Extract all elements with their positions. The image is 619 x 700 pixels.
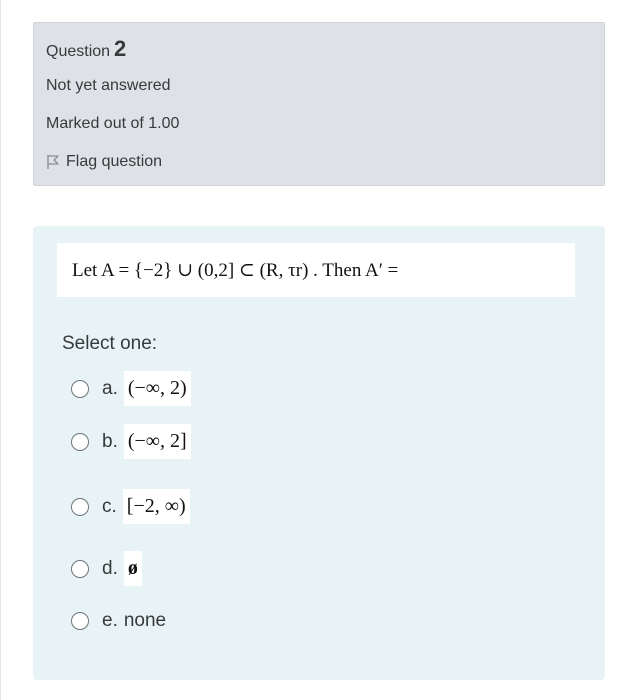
select-one-prompt: Select one: (62, 333, 158, 354)
answer-option-e[interactable] (71, 610, 166, 632)
flag-question-link[interactable] (46, 153, 162, 171)
question-state: Not yet answered (46, 77, 171, 94)
flag-icon (46, 154, 60, 170)
radio-button-a[interactable] (71, 380, 89, 398)
option-letter-c: c. (102, 495, 117, 517)
answer-option-b[interactable] (71, 424, 191, 459)
radio-button-e[interactable] (71, 612, 89, 630)
option-value-e: none (123, 610, 167, 631)
option-value-a: (−∞, 2) (124, 371, 191, 406)
option-value-d: ø (124, 551, 142, 586)
answer-option-a[interactable] (71, 371, 191, 406)
question-text-content: Let A = {−2} ∪ (0,2] ⊂ (R, τr) . Then A′ = (72, 259, 399, 281)
question-content-panel (33, 226, 605, 680)
question-label: Question (46, 43, 111, 60)
option-letter-e: e. (102, 610, 118, 631)
option-letter-d: d. (102, 557, 118, 579)
option-letter-b: b. (102, 430, 118, 452)
option-value-c: [−2, ∞) (123, 489, 190, 524)
question-grade: Marked out of 1.00 (46, 115, 180, 132)
question-text (57, 243, 575, 297)
question-number-value: 2 (114, 36, 127, 61)
option-letter-a: a. (102, 377, 118, 399)
question-info-panel (33, 22, 605, 186)
flag-question-label: Flag question (66, 153, 163, 170)
radio-button-b[interactable] (71, 433, 89, 451)
radio-button-c[interactable] (71, 498, 89, 516)
answer-option-c[interactable] (71, 489, 190, 524)
radio-button-d[interactable] (71, 560, 89, 578)
answer-option-d[interactable] (71, 551, 142, 586)
question-number (46, 36, 126, 62)
option-value-b: (−∞, 2] (124, 424, 191, 459)
